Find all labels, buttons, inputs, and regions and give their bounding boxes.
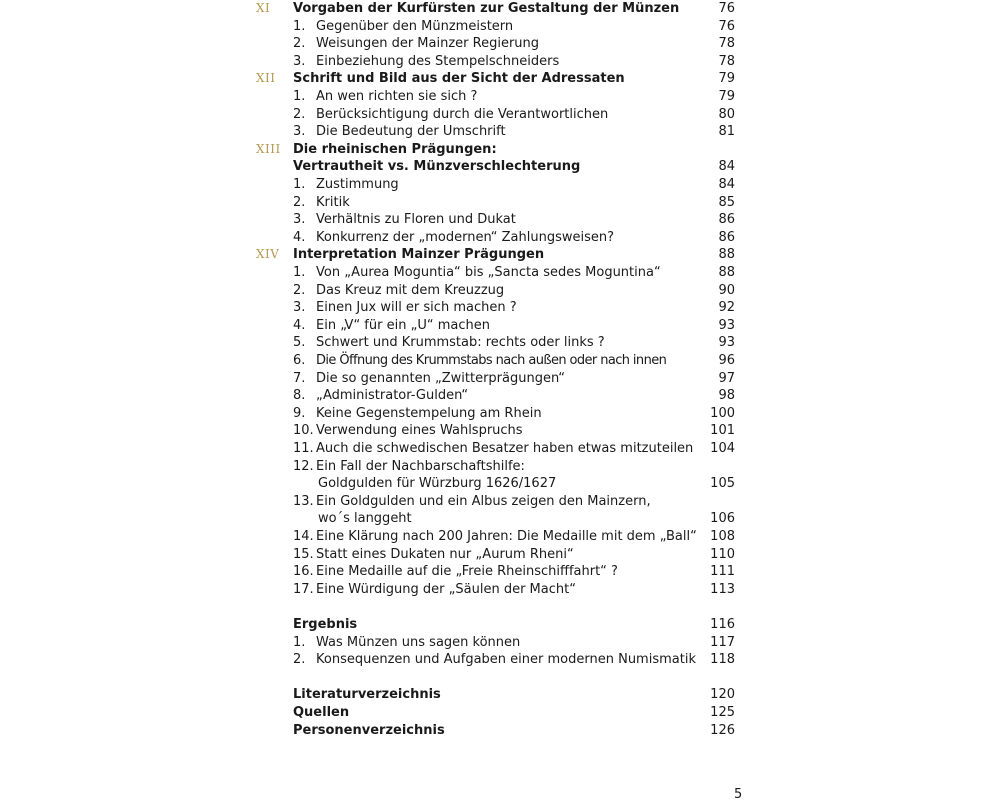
toc-entry[interactable] bbox=[0, 422, 1000, 440]
entry-page-number: 96 bbox=[718, 353, 735, 368]
entry-title: Ein Goldgulden und ein Albus zeigen den Mainzern, bbox=[316, 493, 651, 509]
entry-title: Die Bedeutung der Umschrift bbox=[316, 124, 506, 140]
entry-page-number: 84 bbox=[718, 159, 735, 175]
toc-entry[interactable] bbox=[0, 18, 1000, 36]
chapter-roman-numeral: XIV bbox=[256, 247, 280, 262]
entry-number: 2. bbox=[293, 652, 306, 668]
entry-title: Auch die schwedischen Besatzer haben etwas mitzuteilen bbox=[316, 441, 694, 456]
entry-number: 16. bbox=[293, 564, 314, 580]
toc-entry[interactable] bbox=[0, 581, 1000, 599]
entry-title: Eine Medaille auf die „Freie Rheinschifffahrt“ ? bbox=[316, 564, 618, 580]
entry-title: Ein Fall der Nachbarschaftshilfe: bbox=[316, 458, 525, 474]
toc-entry[interactable] bbox=[0, 317, 1000, 335]
entry-page-number: 79 bbox=[718, 71, 735, 87]
toc-heading[interactable] bbox=[0, 704, 1000, 722]
entry-number: 1. bbox=[293, 265, 306, 280]
entry-title: Ein „V“ für ein „U“ machen bbox=[316, 317, 490, 333]
entry-page-number: 78 bbox=[718, 53, 735, 69]
entry-page-number: 88 bbox=[718, 265, 735, 280]
entry-page-number: 78 bbox=[718, 36, 735, 52]
entry-number: 14. bbox=[293, 529, 314, 544]
entry-title: Eine Klärung nach 200 Jahren: Die Medaille mit dem „Ball“ bbox=[316, 529, 697, 544]
toc-entry[interactable] bbox=[0, 299, 1000, 317]
entry-page-number: 76 bbox=[718, 1, 735, 16]
chapter-roman-numeral: XII bbox=[256, 71, 276, 86]
entry-title: Das Kreuz mit dem Kreuzzug bbox=[316, 282, 505, 298]
toc-heading[interactable] bbox=[0, 0, 1000, 18]
toc-entry[interactable] bbox=[0, 440, 1000, 458]
toc-entry[interactable] bbox=[0, 634, 1000, 652]
entry-title: Von „Aurea Moguntia“ bis „Sancta sedes Moguntina“ bbox=[316, 265, 661, 280]
chapter-roman-numeral: XI bbox=[256, 1, 271, 15]
entry-title: Keine Gegenstempelung am Rhein bbox=[316, 405, 542, 421]
entry-number: 3. bbox=[293, 300, 306, 316]
entry-title: Die Öffnung des Krummstabs nach außen oder nach innen bbox=[316, 353, 667, 368]
entry-page-number: 93 bbox=[718, 335, 735, 351]
toc-entry[interactable] bbox=[0, 458, 1000, 476]
toc-heading[interactable] bbox=[0, 158, 1000, 176]
entry-title: Verhältnis zu Floren und Dukat bbox=[316, 212, 516, 228]
entry-number: 2. bbox=[293, 282, 306, 298]
toc-entry[interactable] bbox=[0, 528, 1000, 546]
toc-heading[interactable] bbox=[0, 686, 1000, 704]
entry-title: Die so genannten „Zwitterprägungen“ bbox=[316, 370, 566, 386]
entry-page-number: 86 bbox=[718, 229, 735, 245]
entry-title: Personenverzeichnis bbox=[293, 722, 445, 738]
entry-page-number: 93 bbox=[718, 317, 735, 333]
entry-page-number: 117 bbox=[710, 634, 735, 650]
entry-page-number: 118 bbox=[710, 652, 735, 668]
entry-page-number: 100 bbox=[710, 405, 735, 421]
entry-number: 10. bbox=[293, 423, 314, 439]
entry-page-number: 88 bbox=[718, 247, 735, 263]
entry-number: 13. bbox=[293, 493, 314, 509]
entry-title: „Administrator-Gulden“ bbox=[316, 388, 469, 404]
entry-title: Was Münzen uns sagen können bbox=[316, 634, 521, 650]
entry-number: 1. bbox=[293, 177, 306, 192]
entry-number: 3. bbox=[293, 124, 306, 140]
entry-title: Statt eines Dukaten nur „Aurum Rheni“ bbox=[316, 546, 574, 562]
toc-entry[interactable] bbox=[0, 194, 1000, 212]
entry-page-number: 97 bbox=[718, 370, 735, 386]
entry-number: 3. bbox=[293, 212, 306, 228]
toc-entry[interactable] bbox=[0, 229, 1000, 247]
entry-title: Die rheinischen Prägungen: bbox=[293, 141, 497, 157]
entry-page-number: 116 bbox=[710, 617, 735, 632]
toc-entry[interactable] bbox=[0, 53, 1000, 71]
toc-heading[interactable] bbox=[0, 246, 1000, 264]
entry-number: 12. bbox=[293, 458, 314, 474]
entry-title: Ergebnis bbox=[293, 617, 358, 632]
toc-entry[interactable] bbox=[0, 35, 1000, 53]
entry-page-number: 81 bbox=[718, 124, 735, 140]
entry-title: Kritik bbox=[316, 194, 350, 210]
toc-entry[interactable] bbox=[0, 387, 1000, 405]
entry-title: Zustimmung bbox=[316, 177, 399, 192]
toc-entry[interactable] bbox=[0, 334, 1000, 352]
toc-entry[interactable] bbox=[0, 405, 1000, 423]
entry-title: Eine Würdigung der „Säulen der Macht“ bbox=[316, 581, 576, 597]
chapter-roman-numeral: XIII bbox=[256, 141, 281, 156]
entry-number: 17. bbox=[293, 581, 314, 597]
entry-title: An wen richten sie sich ? bbox=[316, 89, 478, 104]
entry-number: 4. bbox=[293, 317, 306, 333]
entry-page-number: 108 bbox=[710, 529, 735, 544]
toc-entry[interactable] bbox=[0, 475, 1000, 493]
toc-heading[interactable] bbox=[0, 70, 1000, 88]
entry-number: 9. bbox=[293, 405, 306, 421]
entry-page-number: 106 bbox=[710, 511, 735, 527]
entry-number: 1. bbox=[293, 89, 306, 104]
toc-heading[interactable] bbox=[0, 722, 1000, 740]
entry-number: 2. bbox=[293, 194, 306, 210]
entry-page-number: 125 bbox=[710, 705, 735, 720]
entry-title: Einen Jux will er sich machen ? bbox=[316, 300, 517, 316]
toc-entry[interactable] bbox=[0, 352, 1000, 370]
entry-number: 4. bbox=[293, 229, 306, 245]
entry-title: Schrift und Bild aus der Sicht der Adressaten bbox=[293, 71, 625, 87]
entry-page-number: 76 bbox=[718, 18, 735, 34]
entry-title: Verwendung eines Wahlspruchs bbox=[316, 423, 523, 439]
entry-number: 3. bbox=[293, 53, 306, 69]
entry-title: Vertrautheit vs. Münzverschlechterung bbox=[293, 159, 581, 175]
entry-number: 1. bbox=[293, 634, 306, 650]
entry-title: Goldgulden für Würzburg 1626/1627 bbox=[318, 476, 557, 492]
toc-entry[interactable] bbox=[0, 282, 1000, 300]
entry-title: Berücksichtigung durch die Verantwortlichen bbox=[316, 106, 609, 122]
toc-entry[interactable] bbox=[0, 651, 1000, 669]
toc-entry[interactable] bbox=[0, 510, 1000, 528]
toc-spacer bbox=[0, 598, 1000, 616]
entry-page-number: 101 bbox=[710, 423, 735, 439]
entry-page-number: 98 bbox=[718, 388, 735, 404]
toc-entry[interactable] bbox=[0, 176, 1000, 194]
toc-heading[interactable] bbox=[0, 141, 1000, 159]
toc-entry[interactable] bbox=[0, 88, 1000, 106]
entry-title: wo´s langgeht bbox=[318, 511, 412, 527]
entry-page-number: 120 bbox=[710, 687, 735, 703]
toc-heading[interactable] bbox=[0, 616, 1000, 634]
entry-number: 8. bbox=[293, 388, 306, 404]
entry-title: Einbeziehung des Stempelschneiders bbox=[316, 53, 560, 69]
entry-page-number: 104 bbox=[710, 441, 735, 456]
entry-number: 6. bbox=[293, 353, 306, 368]
entry-page-number: 111 bbox=[710, 564, 735, 580]
entry-number: 5. bbox=[293, 335, 306, 351]
toc-entry[interactable] bbox=[0, 370, 1000, 388]
entry-page-number: 113 bbox=[710, 581, 735, 597]
entry-number: 2. bbox=[293, 106, 306, 122]
toc-entry[interactable] bbox=[0, 106, 1000, 124]
entry-page-number: 110 bbox=[710, 546, 735, 562]
entry-number: 2. bbox=[293, 36, 306, 52]
toc-entry[interactable] bbox=[0, 563, 1000, 581]
entry-page-number: 84 bbox=[718, 177, 735, 192]
entry-title: Konsequenzen und Aufgaben einer modernen Numismatik bbox=[316, 652, 696, 668]
entry-page-number: 126 bbox=[710, 722, 735, 738]
toc-entry[interactable] bbox=[0, 493, 1000, 511]
toc-entry[interactable] bbox=[0, 546, 1000, 564]
entry-title: Interpretation Mainzer Prägungen bbox=[293, 247, 545, 263]
entry-number: 15. bbox=[293, 546, 314, 562]
entry-title: Literaturverzeichnis bbox=[293, 687, 441, 703]
entry-page-number: 80 bbox=[718, 106, 735, 122]
toc-entry[interactable] bbox=[0, 211, 1000, 229]
entry-page-number: 79 bbox=[718, 89, 735, 104]
entry-page-number: 90 bbox=[718, 282, 735, 298]
entry-title: Quellen bbox=[293, 705, 350, 720]
entry-number: 11. bbox=[293, 441, 314, 456]
entry-title: Schwert und Krummstab: rechts oder links ? bbox=[316, 335, 605, 351]
entry-page-number: 105 bbox=[710, 476, 735, 492]
entry-title: Vorgaben der Kurfürsten zur Gestaltung der Münzen bbox=[293, 1, 680, 16]
toc-entry[interactable] bbox=[0, 123, 1000, 141]
entry-page-number: 86 bbox=[718, 212, 735, 228]
page-number: 5 bbox=[734, 787, 743, 802]
entry-title: Gegenüber den Münzmeistern bbox=[316, 18, 514, 34]
entry-page-number: 92 bbox=[718, 300, 735, 316]
entry-number: 1. bbox=[293, 18, 306, 34]
toc-spacer bbox=[0, 669, 1000, 687]
entry-title: Konkurrenz der „modernen“ Zahlungsweisen? bbox=[316, 229, 615, 245]
toc-entry[interactable] bbox=[0, 264, 1000, 282]
entry-page-number: 85 bbox=[718, 194, 735, 210]
entry-title: Weisungen der Mainzer Regierung bbox=[316, 36, 540, 52]
entry-number: 7. bbox=[293, 370, 306, 386]
